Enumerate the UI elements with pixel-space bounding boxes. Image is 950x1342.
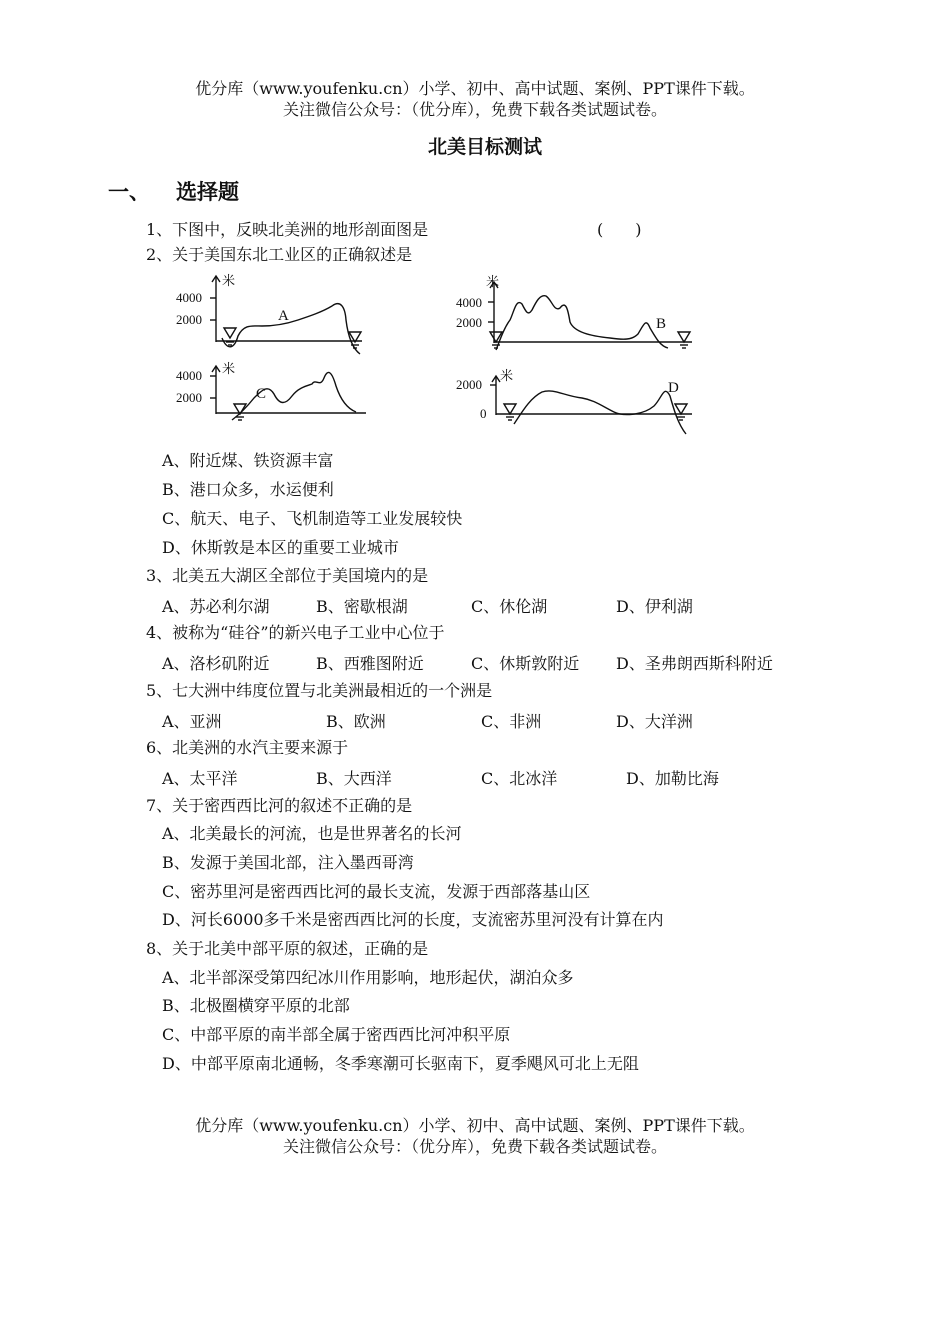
- question-8-option-b: B、北极圈横穿平原的北部: [162, 996, 350, 1015]
- question-7-stem: 7、关于密西西比河的叙述不正确的是: [146, 796, 413, 815]
- question-1-stem: 1、下图中，反映北美洲的地形剖面图是: [146, 220, 429, 239]
- profile-b-tick-2: 2000: [456, 315, 482, 330]
- profile-b-unit: 米: [486, 274, 500, 289]
- question-2-option-d: D、休斯敦是本区的重要工业城市: [162, 538, 399, 557]
- question-8-option-a: A、北半部深受第四纪冰川作用影响，地形起伏，湖泊众多: [162, 968, 574, 987]
- question-7-option-d: D、河长6000多千米是密西西比河的长度，支流密苏里河没有计算在内: [162, 910, 664, 929]
- section-label: 选择题: [176, 180, 239, 204]
- profile-a-tick-2: 2000: [176, 312, 202, 327]
- profile-d-tick-1: 2000: [456, 377, 482, 392]
- profile-a-unit: 米: [222, 273, 236, 288]
- profile-c-label: C: [256, 386, 267, 402]
- question-8-option-d: D、中部平原南北通畅，冬季寒潮可长驱南下，夏季飓风可北上无阻: [162, 1054, 639, 1073]
- question-5-option-a: A、亚洲: [162, 712, 222, 731]
- profile-d: [490, 376, 692, 434]
- question-2-option-a: A、附近煤、铁资源丰富: [162, 451, 334, 470]
- question-6-option-d: D、加勒比海: [626, 769, 719, 788]
- question-3-option-c: C、休伦湖: [471, 597, 548, 616]
- question-6-option-a: A、太平洋: [162, 769, 238, 788]
- question-4-option-c: C、休斯敦附近: [471, 654, 580, 673]
- page-title: 北美目标测试: [427, 136, 542, 158]
- question-4-option-b: B、西雅图附近: [316, 654, 424, 673]
- profile-c-tick-1: 4000: [176, 368, 202, 383]
- profile-d-unit: 米: [500, 368, 514, 383]
- question-2-option-b: B、港口众多，水运便利: [162, 480, 334, 499]
- question-4-stem: 4、被称为“硅谷”的新兴电子工业中心位于: [146, 623, 445, 642]
- profile-c-unit: 米: [222, 361, 236, 376]
- question-6-option-b: B、大西洋: [316, 769, 392, 788]
- question-2-stem: 2、关于美国东北工业区的正确叙述是: [146, 245, 413, 264]
- question-3-option-a: A、苏必利尔湖: [162, 597, 270, 616]
- section-number: 一、: [108, 180, 150, 204]
- profile-b-tick-1: 4000: [456, 295, 482, 310]
- footer-line-2: 关注微信公众号：（优分库），免费下载各类试题试卷。: [282, 1137, 667, 1156]
- question-4-option-d: D、圣弗朗西斯科附近: [616, 654, 773, 673]
- question-2-option-c: C、航天、电子、飞机制造等工业发展较快: [162, 509, 463, 528]
- header-line-1: 优分库（www.youfenku.cn）小学、初中、高中试题、案例、PPT课件下载。: [195, 79, 755, 98]
- profile-d-label: D: [668, 380, 679, 396]
- question-5-option-d: D、大洋洲: [616, 712, 693, 731]
- section-heading: [108, 176, 239, 206]
- question-5-stem: 5、七大洲中纬度位置与北美洲最相近的一个洲是: [146, 681, 493, 700]
- profile-a-label: A: [278, 308, 289, 324]
- question-7-option-c: C、密苏里河是密西西比河的最长支流，发源于西部落基山区: [162, 882, 591, 901]
- question-6-stem: 6、北美洲的水汽主要来源于: [146, 738, 349, 757]
- question-3-stem: 3、北美五大湖区全部位于美国境内的是: [146, 566, 429, 585]
- question-6-option-c: C、北冰洋: [481, 769, 558, 788]
- question-7-option-b: B、发源于美国北部，注入墨西哥湾: [162, 853, 414, 872]
- header-line-2: 关注微信公众号：（优分库），免费下载各类试题试卷。: [282, 100, 667, 119]
- terrain-profile-figure: [170, 268, 710, 440]
- footer-line-1: 优分库（www.youfenku.cn）小学、初中、高中试题、案例、PPT课件下载。: [195, 1116, 755, 1135]
- question-5-option-b: B、欧洲: [326, 712, 386, 731]
- question-8-option-c: C、中部平原的南半部全属于密西西比河冲积平原: [162, 1025, 511, 1044]
- question-3-option-d: D、伊利湖: [616, 597, 693, 616]
- profile-a-tick-1: 4000: [176, 290, 202, 305]
- question-1-bracket: ( ): [597, 220, 642, 239]
- question-4-option-a: A、洛杉矶附近: [162, 654, 270, 673]
- question-5-option-c: C、非洲: [481, 712, 542, 731]
- profile-b-label: B: [656, 316, 667, 332]
- question-7-option-a: A、北美最长的河流，也是世界著名的长河: [162, 824, 462, 843]
- question-3-option-b: B、密歇根湖: [316, 597, 408, 616]
- question-8-stem: 8、关于北美中部平原的叙述，正确的是: [146, 939, 429, 958]
- profile-d-tick-2: 0: [480, 406, 487, 421]
- profile-c-tick-2: 2000: [176, 390, 202, 405]
